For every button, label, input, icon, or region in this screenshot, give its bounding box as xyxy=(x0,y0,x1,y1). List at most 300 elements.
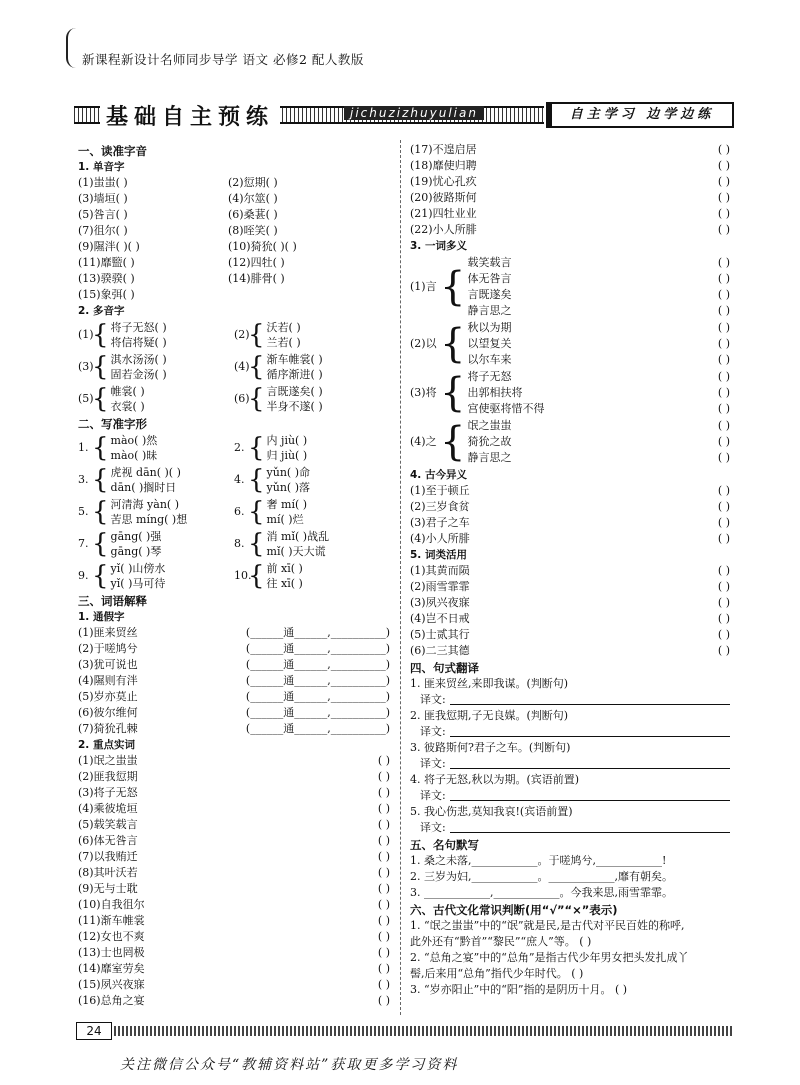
list-item xyxy=(78,881,390,897)
line-a: 淇水汤汤( ) xyxy=(110,353,167,366)
polysemy-lines xyxy=(467,255,730,319)
question-item: (14)腓骨( ) xyxy=(228,272,285,285)
question-item xyxy=(78,496,234,528)
answer-blank[interactable]: ( ) xyxy=(717,143,730,156)
polysemy-group xyxy=(410,369,730,417)
subsection-heading: 4. 古今异义 xyxy=(410,469,467,481)
answer-blank[interactable]: ( ) xyxy=(717,191,730,204)
question-text: (19)忧心孔疚 xyxy=(410,175,477,188)
answer-blank[interactable]: ( ) xyxy=(717,370,730,383)
answer-blank[interactable]: ( ) xyxy=(377,770,390,783)
question-text: (2)雨雪霏霏 xyxy=(410,580,470,593)
brace-glyph: { xyxy=(440,321,466,367)
list-item xyxy=(78,464,390,496)
question-item xyxy=(78,560,234,592)
question-text: (15)夙兴夜寐 xyxy=(78,978,145,991)
footer-bar xyxy=(114,1026,734,1036)
question-item xyxy=(78,319,234,351)
question-text: 言既遂矣 xyxy=(467,288,512,301)
question-number: (2) xyxy=(234,328,250,341)
answer-blank[interactable]: ( ) xyxy=(717,516,730,529)
section-heading: 三、词语解释 xyxy=(78,594,147,608)
answer-blank[interactable]: ( ) xyxy=(717,532,730,545)
answer-blank[interactable]: ( ) xyxy=(717,612,730,625)
answer-blank[interactable]: (______通______,__________) xyxy=(245,722,390,735)
question-item: (8)咥笑( ) xyxy=(228,224,278,237)
line-a: gāng( )强 xyxy=(110,530,162,543)
answer-blank[interactable]: ( ) xyxy=(717,435,730,448)
line-a: 河清海 yàn( ) xyxy=(110,498,179,511)
answer-blank[interactable]: ( ) xyxy=(717,256,730,269)
question-text: (16)总角之宴 xyxy=(78,994,145,1007)
line-a: 将子无怒( ) xyxy=(110,321,167,334)
answer-blank[interactable]: (______通______,__________) xyxy=(245,706,390,719)
list-item xyxy=(78,255,390,271)
translation-input[interactable] xyxy=(450,724,730,737)
translation-input[interactable] xyxy=(450,692,730,705)
banner-right-label: 自主学习 边学边练 xyxy=(546,102,734,128)
translation-field xyxy=(420,788,730,804)
question-item xyxy=(78,528,234,560)
list-item xyxy=(467,401,730,417)
answer-blank[interactable]: ( ) xyxy=(377,866,390,879)
list-item xyxy=(410,142,730,158)
question-text: (22)小人所腓 xyxy=(410,223,477,236)
question-item xyxy=(234,383,390,415)
brace-glyph: { xyxy=(92,433,109,463)
list-item xyxy=(78,287,390,303)
line-b: yǐ( )马可待 xyxy=(110,577,166,590)
question-text: 体无咎言 xyxy=(467,272,512,285)
question-number: 1. xyxy=(78,441,89,454)
question-text: (1)其黄而陨 xyxy=(410,564,470,577)
answer-blank[interactable]: ( ) xyxy=(717,644,730,657)
list-item xyxy=(410,499,730,515)
list-item xyxy=(78,496,390,528)
running-header: 新课程新设计名师同步导学 语文 必修2 配人教版 xyxy=(82,52,364,67)
list-item xyxy=(78,833,390,849)
answer-lines xyxy=(111,529,162,559)
line-a: 沃若( ) xyxy=(266,321,301,334)
question-text: (20)彼路斯何 xyxy=(410,191,477,204)
question-text: (3)犹可说也 xyxy=(78,658,138,671)
question-text: 猗狁之故 xyxy=(467,435,512,448)
list-item xyxy=(78,271,390,287)
question-text: (10)自我徂尔 xyxy=(78,898,145,911)
list-item xyxy=(78,913,390,929)
list-item xyxy=(467,336,730,352)
list-item xyxy=(78,175,390,191)
question-item xyxy=(78,351,234,383)
question-text: (2)于嗟鸠兮 xyxy=(78,642,138,655)
question-item: (3)墙垣( ) xyxy=(78,192,128,205)
list-item xyxy=(410,206,730,222)
list-item xyxy=(78,785,390,801)
answer-blank[interactable]: ( ) xyxy=(717,596,730,609)
answer-blank[interactable]: ( ) xyxy=(377,914,390,927)
answer-blank[interactable]: ( ) xyxy=(717,628,730,641)
polysemy-word: (3)将 xyxy=(410,386,437,399)
polysemy-lines xyxy=(467,418,730,466)
question-item: (12)四牡( ) xyxy=(228,256,285,269)
question-text: 氓之蚩蚩 xyxy=(467,419,512,432)
line-a: 内 jiù( ) xyxy=(266,434,308,447)
list-item xyxy=(78,865,390,881)
answer-blank[interactable]: ( ) xyxy=(377,882,390,895)
question-item xyxy=(78,432,234,464)
question-text: 载笑载言 xyxy=(467,256,512,269)
question-item xyxy=(78,464,234,496)
page-number: 24 xyxy=(76,1022,112,1040)
question-number: 8. xyxy=(234,537,245,550)
answer-blank[interactable]: ( ) xyxy=(717,159,730,172)
answer-blank[interactable]: ( ) xyxy=(377,754,390,767)
question-text: (11)渐车帷裳 xyxy=(78,914,145,927)
answer-blank[interactable]: (______通______,__________) xyxy=(245,674,390,687)
translation-field xyxy=(420,820,730,836)
question-item: (4)尔筮( ) xyxy=(228,192,278,205)
list-item xyxy=(467,385,730,401)
translation-input[interactable] xyxy=(450,756,730,769)
question-item: (1)蚩蚩( ) xyxy=(78,176,128,189)
footer-note: 关注微信公众号“教辅资料站”获取更多学习资料 xyxy=(120,1057,459,1073)
answer-blank[interactable]: ( ) xyxy=(717,402,730,415)
answer-blank[interactable]: ( ) xyxy=(377,850,390,863)
list-item xyxy=(78,849,390,865)
brace-glyph: { xyxy=(92,320,109,350)
question-text: (2)三岁食贫 xyxy=(410,500,470,513)
list-item xyxy=(78,191,390,207)
brace-glyph: { xyxy=(92,465,109,495)
question-text: (6)彼尔维何 xyxy=(78,706,138,719)
answer-blank[interactable]: ( ) xyxy=(717,386,730,399)
question-text: (3)君子之车 xyxy=(410,516,470,529)
question-text[interactable]: 1. 桑之未落,____________。于嗟鸠兮,____________! xyxy=(410,854,667,867)
list-item xyxy=(78,560,390,592)
list-item xyxy=(78,993,390,1009)
question-number: (1) xyxy=(78,328,94,341)
polysemy-group xyxy=(410,418,730,466)
answer-blank[interactable]: (______通______,__________) xyxy=(245,626,390,639)
answer-blank[interactable]: ( ) xyxy=(377,978,390,991)
section-heading: 二、写准字形 xyxy=(78,417,147,431)
subsection-heading: 5. 词类活用 xyxy=(410,549,467,561)
header-brace xyxy=(66,28,76,68)
list-item xyxy=(78,929,390,945)
question-item: (7)徂尔( ) xyxy=(78,224,128,237)
translation-label: 译文: xyxy=(420,789,446,802)
line-a: 渐车帷裳( ) xyxy=(266,353,323,366)
answer-blank[interactable]: ( ) xyxy=(377,786,390,799)
question-text: (7)猗狁孔棘 xyxy=(78,722,138,735)
answer-blank[interactable]: ( ) xyxy=(717,304,730,317)
answer-lines xyxy=(267,561,303,591)
answer-lines xyxy=(111,433,158,463)
list-item xyxy=(78,351,390,383)
list-item xyxy=(78,528,390,560)
polysemy-word: (4)之 xyxy=(410,435,437,448)
brace-glyph: { xyxy=(248,497,265,527)
answer-blank[interactable]: ( ) xyxy=(377,834,390,847)
answer-lines xyxy=(267,384,323,414)
question-text: (18)靡使归聘 xyxy=(410,159,477,172)
answer-blank[interactable]: ( ) xyxy=(717,337,730,350)
line-b: 苦思 míng( )想 xyxy=(110,513,188,526)
question-text: (12)女也不爽 xyxy=(78,930,145,943)
list-item xyxy=(410,563,730,579)
list-item xyxy=(78,897,390,913)
question-item xyxy=(78,383,234,415)
question-text: (2)匪我愆期 xyxy=(78,770,138,783)
question-number: 9. xyxy=(78,569,89,582)
answer-blank[interactable]: ( ) xyxy=(377,930,390,943)
polysemy-group xyxy=(410,255,730,319)
line-a: 消 mǐ( )战乱 xyxy=(266,530,330,543)
brace-glyph: { xyxy=(440,370,466,416)
question-text: 将子无怒 xyxy=(467,370,512,383)
answer-blank[interactable]: ( ) xyxy=(377,802,390,815)
question-text: 秋以为期 xyxy=(467,321,512,334)
brace-glyph: { xyxy=(92,352,109,382)
line-b: 将信将疑( ) xyxy=(110,336,167,349)
left-column xyxy=(78,142,390,1009)
question-text: (5)岁亦莫止 xyxy=(78,690,138,703)
section-heading: 四、句式翻译 xyxy=(410,661,479,675)
line-b: gāng( )琴 xyxy=(110,545,162,558)
answer-blank[interactable]: ( ) xyxy=(377,946,390,959)
list-item xyxy=(78,223,390,239)
question-text: (1)匪来贸丝 xyxy=(78,626,138,639)
list-item xyxy=(410,643,730,659)
question-text: (6)体无咎言 xyxy=(78,834,138,847)
question-text: 静言思之 xyxy=(467,451,512,464)
question-number: 2. xyxy=(234,441,245,454)
line-b: mí( )烂 xyxy=(266,513,304,526)
list-item xyxy=(410,611,730,627)
line-a: yǐ( )山傍水 xyxy=(110,562,166,575)
list-item xyxy=(78,319,390,351)
question-text: (5)载笑载言 xyxy=(78,818,138,831)
question-text: 1. “氓之蚩蚩”中的“氓”就是民,是古代对平民百姓的称呼, xyxy=(410,919,685,932)
line-a: 虎视 dān( )( ) xyxy=(110,466,181,479)
list-item xyxy=(410,531,730,547)
question-item xyxy=(234,528,390,560)
answer-blank[interactable]: (______通______,__________) xyxy=(245,642,390,655)
question-text: (14)靡室劳矣 xyxy=(78,962,145,975)
subsection-heading: 2. 重点实词 xyxy=(78,739,135,751)
list-item xyxy=(78,961,390,977)
brace-glyph: { xyxy=(440,419,466,465)
list-item xyxy=(78,817,390,833)
banner-pinyin: jichuzizhuyulian xyxy=(344,106,484,120)
line-b: dān( )搁时日 xyxy=(110,481,177,494)
question-number: 5. xyxy=(78,505,89,518)
brace-glyph: { xyxy=(248,529,265,559)
list-item xyxy=(78,432,390,464)
answer-lines xyxy=(111,384,145,414)
question-number: (5) xyxy=(78,392,94,405)
answer-blank[interactable]: ( ) xyxy=(717,580,730,593)
answer-lines xyxy=(111,497,188,527)
answer-blank[interactable]: ( ) xyxy=(377,994,390,1007)
section-heading: 五、名句默写 xyxy=(410,838,479,852)
brace-glyph: { xyxy=(92,561,109,591)
question-text: (4)小人所腓 xyxy=(410,532,470,545)
line-b: yǔn( )落 xyxy=(266,481,311,494)
question-item: (6)桑葚( ) xyxy=(228,208,278,221)
list-item xyxy=(78,641,390,657)
question-text: (13)士也罔极 xyxy=(78,946,145,959)
answer-lines xyxy=(267,352,323,382)
list-item xyxy=(410,579,730,595)
question-text: (7)以我贿迁 xyxy=(78,850,138,863)
answer-blank[interactable]: ( ) xyxy=(717,321,730,334)
brace-glyph: { xyxy=(248,433,265,463)
answer-blank[interactable]: (______通______,__________) xyxy=(245,658,390,671)
brace-glyph: { xyxy=(92,529,109,559)
list-item xyxy=(410,483,730,499)
section-banner xyxy=(74,102,734,128)
question-item xyxy=(234,319,390,351)
question-item xyxy=(228,287,378,303)
list-item xyxy=(78,753,390,769)
answer-lines xyxy=(111,561,166,591)
translation-field xyxy=(420,756,730,772)
brace-glyph: { xyxy=(440,264,466,310)
question-number: (6) xyxy=(234,392,250,405)
answer-blank[interactable]: ( ) xyxy=(717,223,730,236)
answer-lines xyxy=(111,352,167,382)
polysemy-word: (2)以 xyxy=(410,337,437,350)
translation-input[interactable] xyxy=(450,820,730,833)
question-text: (4)隰则有泮 xyxy=(78,674,138,687)
answer-blank[interactable]: ( ) xyxy=(377,962,390,975)
list-item xyxy=(78,689,390,705)
translation-input[interactable] xyxy=(450,788,730,801)
line-a: 言既遂矣( ) xyxy=(266,385,323,398)
question-text: (21)四牡业业 xyxy=(410,207,477,220)
question-text: (3)夙兴夜寐 xyxy=(410,596,470,609)
answer-blank[interactable]: ( ) xyxy=(377,818,390,831)
line-b: 半身不遂( ) xyxy=(266,400,323,413)
question-text: 3. 彼路斯何?君子之车。(判断句) xyxy=(410,741,571,754)
list-item xyxy=(467,369,730,385)
list-item xyxy=(410,222,730,238)
right-column xyxy=(410,142,730,998)
list-item xyxy=(78,705,390,721)
answer-blank[interactable]: ( ) xyxy=(717,564,730,577)
banner-title: 基础自主预练 xyxy=(100,100,280,131)
list-item xyxy=(410,190,730,206)
answer-blank[interactable]: ( ) xyxy=(717,288,730,301)
question-text: 4. 将子无怒,秋以为期。(宾语前置) xyxy=(410,773,580,786)
question-number: 4. xyxy=(234,473,245,486)
question-text: (6)二三其德 xyxy=(410,644,470,657)
question-text: 静言思之 xyxy=(467,304,512,317)
question-item: (10)猗狁( )( ) xyxy=(228,240,297,253)
list-item xyxy=(410,515,730,531)
question-number: 6. xyxy=(234,505,245,518)
polysemy-lines xyxy=(467,369,730,417)
question-text: 以尔车来 xyxy=(467,353,512,366)
list-item xyxy=(78,769,390,785)
list-item xyxy=(410,158,730,174)
answer-lines xyxy=(111,465,181,495)
list-item xyxy=(78,801,390,817)
answer-blank[interactable]: ( ) xyxy=(717,175,730,188)
question-number: 3. xyxy=(78,473,89,486)
subsection-heading: 3. 一词多义 xyxy=(410,240,467,252)
question-item: (11)靡盬( ) xyxy=(78,256,135,269)
list-item xyxy=(467,255,730,271)
question-text: 此外还有“黔首”“黎民”“庶人”等。 ( ) xyxy=(410,935,592,948)
answer-blank[interactable]: ( ) xyxy=(717,419,730,432)
line-a: mào( )然 xyxy=(110,434,158,447)
question-number: (3) xyxy=(78,360,94,373)
answer-lines xyxy=(267,497,308,527)
polysemy-word: (1)言 xyxy=(410,280,437,293)
question-item: (9)隰泮( )( ) xyxy=(78,240,140,253)
answer-lines xyxy=(111,320,167,350)
question-text[interactable]: 3. ____________,____________。今我来思,雨雪霏霏。 xyxy=(410,886,673,899)
answer-blank[interactable]: ( ) xyxy=(377,898,390,911)
question-text: (5)士贰其行 xyxy=(410,628,470,641)
translation-label: 译文: xyxy=(420,757,446,770)
question-text: (4)乘彼垝垣 xyxy=(78,802,138,815)
answer-lines xyxy=(267,529,330,559)
list-item xyxy=(410,595,730,611)
question-text: (17)不遑启居 xyxy=(410,143,477,156)
brace-glyph: { xyxy=(248,465,265,495)
translation-label: 译文: xyxy=(420,693,446,706)
question-text: 5. 我心伤悲,莫知我哀!(宾语前置) xyxy=(410,805,573,818)
line-b: 固若金汤( ) xyxy=(110,368,167,381)
question-text: (1)至于顿丘 xyxy=(410,484,470,497)
question-text: 1. 匪来贸丝,来即我谋。(判断句) xyxy=(410,677,569,690)
question-text: (8)其叶沃若 xyxy=(78,866,138,879)
question-number: (4) xyxy=(234,360,250,373)
polysemy-lines xyxy=(467,320,730,368)
answer-lines xyxy=(267,320,301,350)
subsection-heading: 2. 多音字 xyxy=(78,305,125,317)
answer-blank[interactable]: ( ) xyxy=(717,272,730,285)
answer-blank[interactable]: ( ) xyxy=(717,451,730,464)
section-heading: 六、古代文化常识判断(用“√”“×”表示) xyxy=(410,903,618,917)
answer-blank[interactable]: ( ) xyxy=(717,207,730,220)
question-item: (2)愆期( ) xyxy=(228,176,278,189)
question-item xyxy=(234,432,390,464)
question-item xyxy=(234,560,390,592)
line-b: 循序渐进( ) xyxy=(266,368,323,381)
question-text: (9)无与士耽 xyxy=(78,882,138,895)
answer-blank[interactable]: ( ) xyxy=(717,353,730,366)
answer-blank[interactable]: ( ) xyxy=(717,484,730,497)
answer-blank[interactable]: (______通______,__________) xyxy=(245,690,390,703)
question-text: 3. “岁亦阳止”中的“阳”指的是阴历十月。 ( ) xyxy=(410,983,628,996)
question-item xyxy=(234,464,390,496)
question-item: (5)咎言( ) xyxy=(78,208,128,221)
answer-lines xyxy=(267,465,310,495)
list-item xyxy=(78,239,390,255)
list-item xyxy=(467,450,730,466)
answer-blank[interactable]: ( ) xyxy=(717,500,730,513)
brace-glyph: { xyxy=(248,384,265,414)
question-text: 出郭相扶将 xyxy=(467,386,523,399)
list-item xyxy=(467,303,730,319)
question-text[interactable]: 2. 三岁为妇,____________。____________,靡有朝矣。 xyxy=(410,870,673,883)
list-item xyxy=(467,320,730,336)
question-text: 2. “总角之宴”中的“总角”是指古代少年男女把头发扎成丫 xyxy=(410,951,689,964)
